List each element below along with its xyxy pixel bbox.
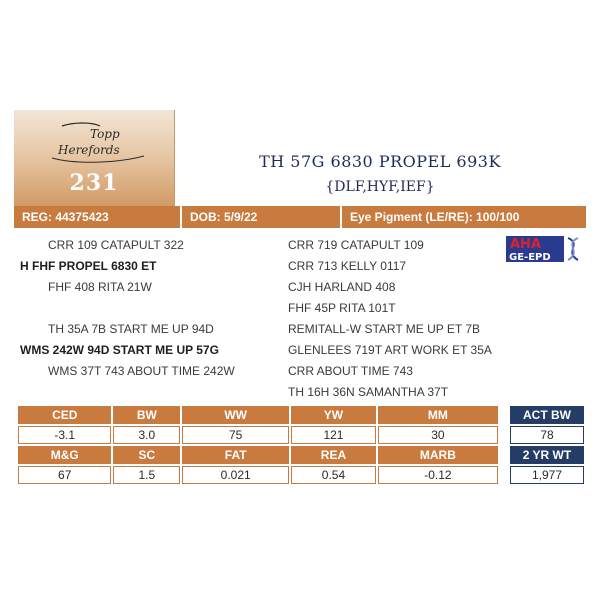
ancestor-2: CRR 713 KELLY 0117 <box>288 259 407 273</box>
ancestor-4: FHF 45P RITA 101T <box>288 301 396 315</box>
ancestor-6: GLENLEES 719T ART WORK ET 35A <box>288 343 492 357</box>
epd-value: 30 <box>378 426 498 444</box>
ancestor-3: CJH HARLAND 408 <box>288 280 396 294</box>
actual-birth-weight-value: 78 <box>510 426 584 444</box>
pedigree-dam-dam: WMS 37T 743 ABOUT TIME 242W <box>48 364 235 378</box>
epd-value: 3.0 <box>113 426 180 444</box>
epd-value: -0.12 <box>378 466 498 484</box>
svg-text:GE-EPD: GE-EPD <box>509 252 551 263</box>
logo-block <box>14 110 175 206</box>
epd-header-row-1 <box>18 406 498 424</box>
epd-header-row-2 <box>18 446 498 464</box>
two-year-weight-value: 1,977 <box>510 466 584 484</box>
aha-ge-epd-logo <box>502 234 586 264</box>
weights-table <box>508 404 586 486</box>
epd-value: 1.5 <box>113 466 180 484</box>
pedigree-dam-sire: TH 35A 7B START ME UP 94D <box>48 322 214 336</box>
epd-header: REA <box>291 446 376 464</box>
pedigree-dam: WMS 242W 94D START ME UP 57G <box>20 343 219 357</box>
pedigree-sire-sire: CRR 109 CATAPULT 322 <box>48 238 184 252</box>
epd-value: 121 <box>291 426 376 444</box>
actual-birth-weight-label: ACT BW <box>510 406 584 424</box>
epd-header: SC <box>113 446 180 464</box>
ancestor-5: REMITALL-W START ME UP ET 7B <box>288 322 481 336</box>
date-of-birth: DOB: 5/9/22 <box>182 206 342 228</box>
epd-header: FAT <box>182 446 289 464</box>
epd-value: 0.021 <box>182 466 289 484</box>
epd-value-row-1 <box>18 426 498 444</box>
epd-header: M&G <box>18 446 111 464</box>
epd-value: 0.54 <box>291 466 376 484</box>
epd-value: 75 <box>182 426 289 444</box>
info-bar <box>14 206 586 228</box>
two-year-weight-label: 2 YR WT <box>510 446 584 464</box>
epd-header: MARB <box>378 446 498 464</box>
svg-text:AHA: AHA <box>510 237 542 252</box>
epd-table <box>16 404 500 486</box>
epd-header: WW <box>182 406 289 424</box>
epd-value: 67 <box>18 466 111 484</box>
epd-header: MM <box>378 406 498 424</box>
epd-value: -3.1 <box>18 426 111 444</box>
lot-number: 231 <box>69 170 119 196</box>
pedigree-sire-dam: FHF 408 RITA 21W <box>48 280 152 294</box>
animal-card <box>14 110 586 495</box>
topp-herefords-logo <box>44 120 154 168</box>
registration-number: REG: 44375423 <box>14 206 182 228</box>
epd-value-row-2 <box>18 466 498 484</box>
ancestor-7: CRR ABOUT TIME 743 <box>288 364 413 378</box>
ancestor-8: TH 16H 36N SAMANTHA 37T <box>288 385 449 399</box>
pedigree-sire: H FHF PROPEL 6830 ET <box>20 259 157 273</box>
epd-header: CED <box>18 406 111 424</box>
ancestor-1: CRR 719 CATAPULT 109 <box>288 238 424 252</box>
epd-header: BW <box>113 406 180 424</box>
svg-text:Topp: Topp <box>90 127 120 141</box>
genetic-codes: {DLF,HYF,IEF} <box>325 179 435 195</box>
animal-name: TH 57G 6830 PROPEL 693K <box>259 152 501 171</box>
svg-text:Herefords: Herefords <box>58 143 120 157</box>
epd-header: YW <box>291 406 376 424</box>
eye-pigment: Eye Pigment (LE/RE): 100/100 <box>350 210 520 224</box>
